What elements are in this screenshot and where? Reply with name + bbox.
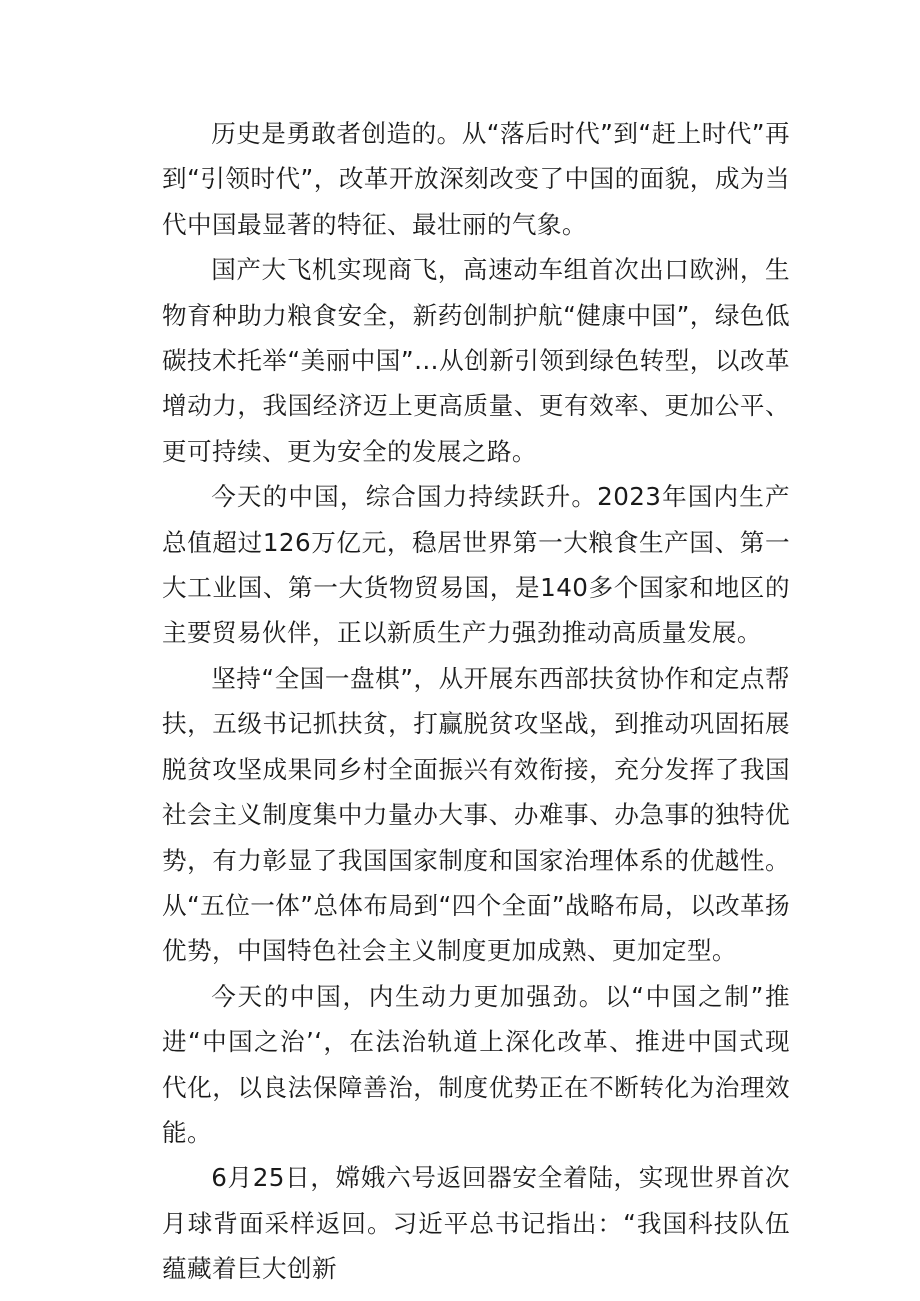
paragraph-poverty-alleviation: 坚持“全国一盘棋”，从开展东西部扶贫协作和定点帮扶，五级书记抓扶贫，打赢脱贫攻坚战，到推动巩固拓展脱贫攻坚成果同乡村全面振兴有效衔接，充分发挥了我国社会主义制度集中力量办大事、办难事、办急事的独特优势，有力彰显了我国国家制度和国家治理体系的优越性。从“五位一体”总体布局到“四个全面”战略布局，以改革扬优势，中国特色社会主义制度更加成熟、更加定型。 <box>162 663 790 966</box>
paragraph-national-strength: 今天的中国，综合国力持续跃升。2023年国内生产总值超过126万亿元，稳居世界第一大粮食生产国、第一大工业国、第一大货物贸易国，是140多个国家和地区的主要贸易伙伴，正以新质生产力强劲推动高质量发展。 <box>162 482 790 648</box>
paragraph-governance: 今天的中国，内生动力更加强劲。以“中国之制”推进“中国之治’‘，在法治轨道上深化改革、推进中国式现代化，以良法保障善治，制度优势正在不断转化为治理效能。 <box>162 981 790 1147</box>
paragraph-innovation-green: 国产大飞机实现商飞，高速动车组首次出口欧洲，生物育种助力粮食安全，新药创制护航“健康中国”，绿色低碳技术托举“美丽中国”…从创新引领到绿色转型，以改革增动力，我国经济迈上更高质量、更有效率、更加公平、更可持续、更为安全的发展之路。 <box>162 255 790 466</box>
document-body <box>162 111 790 1292</box>
paragraph-reform-history: 历史是勇敢者创造的。从“落后时代”到“赶上时代”再到“引领时代”，改革开放深刻改变了中国的面貌，成为当代中国最显著的特征、最壮丽的气象。 <box>162 119 790 239</box>
paragraph-change6: 6月25日，嫦娥六号返回器安全着陆，实现世界首次月球背面采样返回。习近平总书记指出：“我国科技队伍蕴藏着巨大创新 <box>162 1163 790 1284</box>
